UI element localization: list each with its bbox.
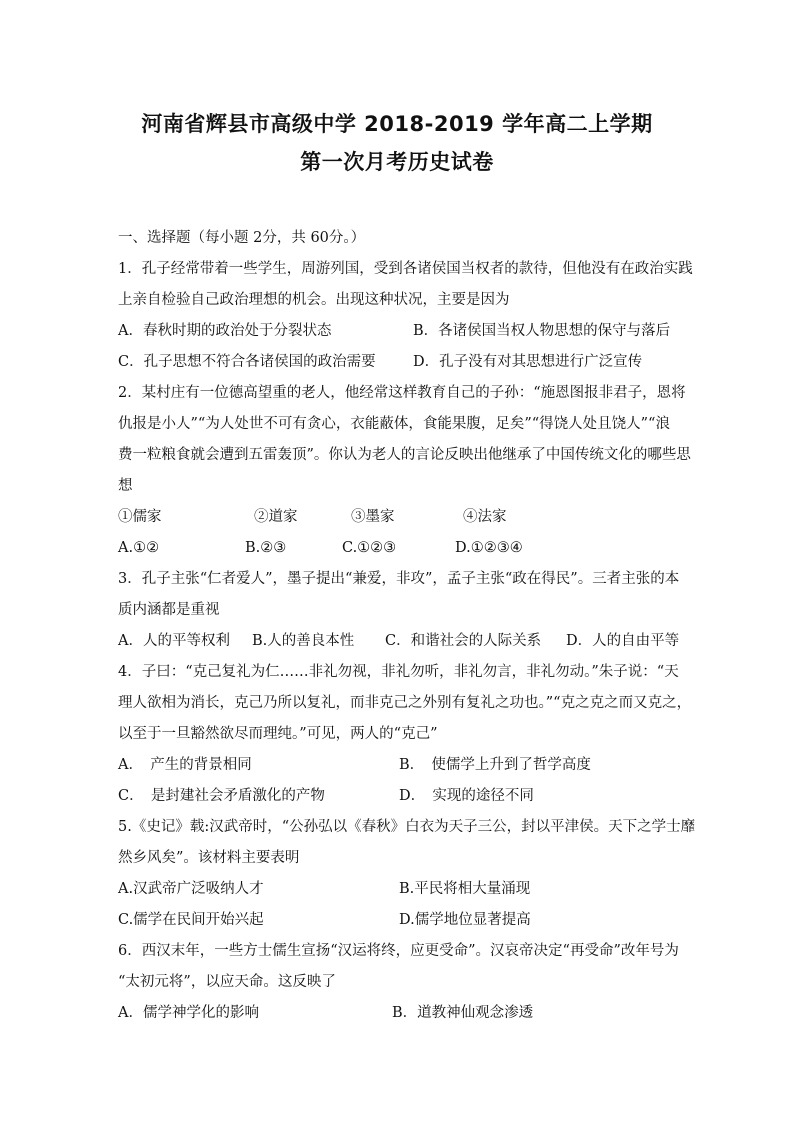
exam-title-line1: 河南省辉县市高级中学 2018-2019 学年高二上学期	[141, 112, 653, 136]
option-c: C．孔子思想不符合各诸侯国的政治需要	[118, 354, 376, 370]
option-b: B．各诸侯国当权人物思想的保守与落后	[413, 323, 671, 339]
option-b: B． 使儒学上升到了哲学高度	[399, 757, 591, 773]
question-stem-line: 6．西汉末年，一些方士儒生宣扬“汉运将终，应更受命”。汉哀帝决定“再受命”改年号为	[118, 943, 679, 959]
option-b: B．道教神仙观念渗透	[392, 1005, 534, 1021]
item-2: ②道家	[254, 509, 298, 525]
item-3: ③墨家	[351, 509, 395, 525]
question-stem-line: 仇报是小人”“为人处世不可有贪心，衣能蔽体，食能果腹，足矣”“得饶人处且饶人”“浪	[118, 416, 670, 432]
item-1: ①儒家	[118, 509, 162, 525]
option-c: C． 是封建社会矛盾激化的产物	[118, 788, 325, 804]
option-d: D．人的自由平等	[566, 633, 680, 649]
question-stem-line: 理人欲相为消长，克己乃所以复礼，而非克己之外别有复礼之功也。”“克之克之而又克之，	[118, 695, 692, 711]
option-d: D． 实现的途径不同	[399, 788, 534, 804]
option-a: A．春秋时期的政治处于分裂状态	[118, 323, 332, 339]
option-a: A． 产生的背景相同	[118, 757, 252, 773]
section-heading: 一、选择题（每小题 2分，共 60分。）	[118, 230, 366, 246]
question-stem-line: 然乡风矣”。该材料主要表明	[118, 850, 300, 866]
exam-title-line2: 第一次月考历史试卷	[300, 150, 494, 174]
question-stem-line: 1．孔子经常带着一些学生，周游列国，受到各诸侯国当权者的款待，但他没有在政治实践	[118, 261, 693, 277]
option-d: D．孔子没有对其思想进行广泛宣传	[413, 354, 643, 370]
question-stem-line: 5.《史记》载:汉武帝时，“公孙弘以《春秋》白衣为天子三公，封以平津侯。天下之学士靡	[118, 819, 696, 835]
item-4: ④法家	[463, 509, 507, 525]
option-a: A.汉武帝广泛吸纳人才	[118, 881, 264, 897]
option-a: A．人的平等权利	[118, 633, 230, 649]
option-a: A.①②	[118, 540, 160, 556]
question-stem-line: 上亲自检验自己政治理想的机会。出现这种状况，主要是因为	[118, 292, 510, 308]
question-stem-line: 想	[118, 478, 133, 494]
question-stem-line: 3．孔子主张“仁者爱人”，墨子提出“兼爱，非攻”，孟子主张“政在得民”。三者主张的本	[118, 571, 680, 587]
question-stem-line: 质内涵都是重视	[118, 602, 220, 618]
question-stem-line: “太初元将”，以应天命。这反映了	[118, 974, 336, 990]
option-a: A．儒学神学化的影响	[118, 1005, 259, 1021]
option-d: D.①②③④	[455, 540, 523, 556]
option-d: D.儒学地位显著提高	[399, 912, 531, 928]
question-stem-line: 以至于一旦豁然欲尽而理纯。”可见，两人的“克己”	[118, 726, 438, 742]
option-b: B.平民将相大量涌现	[399, 881, 531, 897]
option-b: B.人的善良本性	[252, 633, 355, 649]
option-c: C．和谐社会的人际关系	[385, 633, 542, 649]
option-c: C.①②③	[342, 540, 397, 556]
option-b: B.②③	[245, 540, 287, 556]
question-stem-line: 费一粒粮食就会遭到五雷轰顶”。你认为老人的言论反映出他继承了中国传统文化的哪些思	[118, 447, 691, 463]
option-c: C.儒学在民间开始兴起	[118, 912, 264, 928]
question-stem-line: 2．某村庄有一位德高望重的老人，他经常这样教育自己的子孙：“施恩图报非君子，恩将	[118, 385, 686, 401]
question-stem-line: 4．子曰：“克己复礼为仁……非礼勿视，非礼勿听，非礼勿言，非礼勿动。”朱子说：“天	[118, 664, 679, 680]
